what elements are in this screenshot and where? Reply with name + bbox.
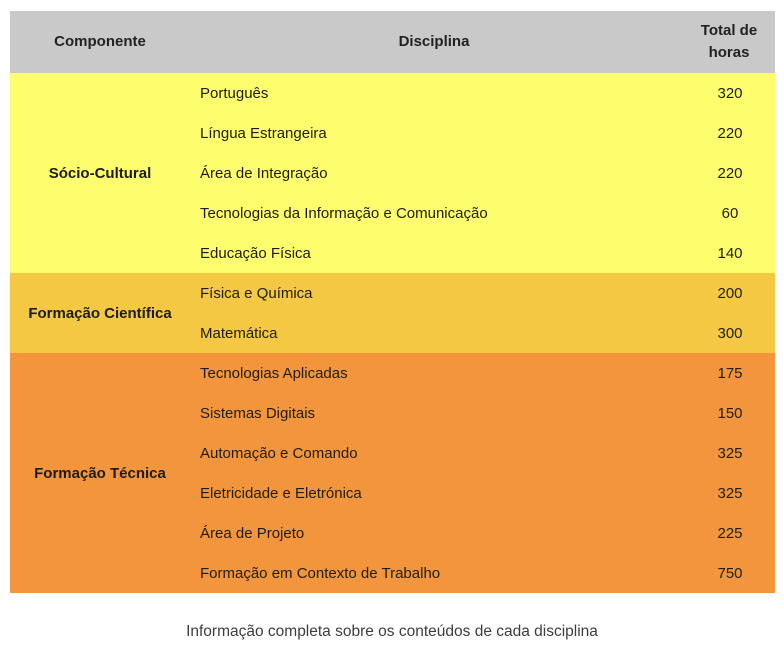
hours-cell: 750 bbox=[717, 564, 743, 582]
column-header-disciplina: Disciplina bbox=[398, 33, 470, 50]
hours-cell: 325 bbox=[717, 484, 743, 502]
table-row bbox=[10, 273, 775, 313]
discipline-cell: Área de Integração bbox=[200, 164, 328, 182]
hours-cell: 225 bbox=[717, 524, 743, 542]
discipline-cell: Eletricidade e Eletrónica bbox=[200, 484, 362, 502]
hours-cell: 200 bbox=[717, 284, 743, 302]
component-cell: Sócio-Cultural bbox=[48, 164, 152, 182]
discipline-cell: Matemática bbox=[200, 324, 278, 342]
table-row bbox=[10, 73, 775, 113]
hours-cell: 220 bbox=[717, 124, 743, 142]
table-row bbox=[10, 353, 775, 393]
discipline-cell: Formação em Contexto de Trabalho bbox=[200, 564, 441, 582]
component-cell: Formação Científica bbox=[28, 304, 172, 322]
hours-cell: 325 bbox=[717, 444, 743, 462]
table-body bbox=[10, 73, 775, 593]
header-row bbox=[10, 11, 775, 73]
hours-cell: 150 bbox=[717, 404, 743, 422]
discipline-cell: Português bbox=[200, 84, 269, 102]
discipline-cell: Física e Química bbox=[200, 284, 313, 302]
discipline-cell: Automação e Comando bbox=[200, 444, 358, 462]
hours-cell: 320 bbox=[717, 84, 743, 102]
hours-cell: 300 bbox=[717, 324, 743, 342]
table-caption: Informação completa sobre os conteúdos de cada disciplina bbox=[186, 623, 598, 640]
discipline-cell: Sistemas Digitais bbox=[200, 404, 316, 422]
discipline-cell: Língua Estrangeira bbox=[200, 124, 327, 142]
hours-cell: 175 bbox=[717, 364, 743, 382]
table-header bbox=[10, 11, 775, 73]
column-header-componente: Componente bbox=[54, 33, 146, 50]
component-cell: Formação Técnica bbox=[34, 464, 166, 482]
hours-cell: 140 bbox=[717, 244, 743, 262]
discipline-cell: Educação Física bbox=[200, 244, 311, 262]
hours-cell: 220 bbox=[717, 164, 743, 182]
discipline-cell: Tecnologias da Informação e Comunicação bbox=[200, 204, 488, 222]
hours-cell: 60 bbox=[721, 204, 739, 222]
curriculum-table bbox=[10, 11, 775, 593]
column-header-total-de-horas: Total de horas bbox=[700, 22, 758, 61]
discipline-cell: Tecnologias Aplicadas bbox=[200, 364, 348, 382]
discipline-cell: Área de Projeto bbox=[200, 524, 305, 542]
